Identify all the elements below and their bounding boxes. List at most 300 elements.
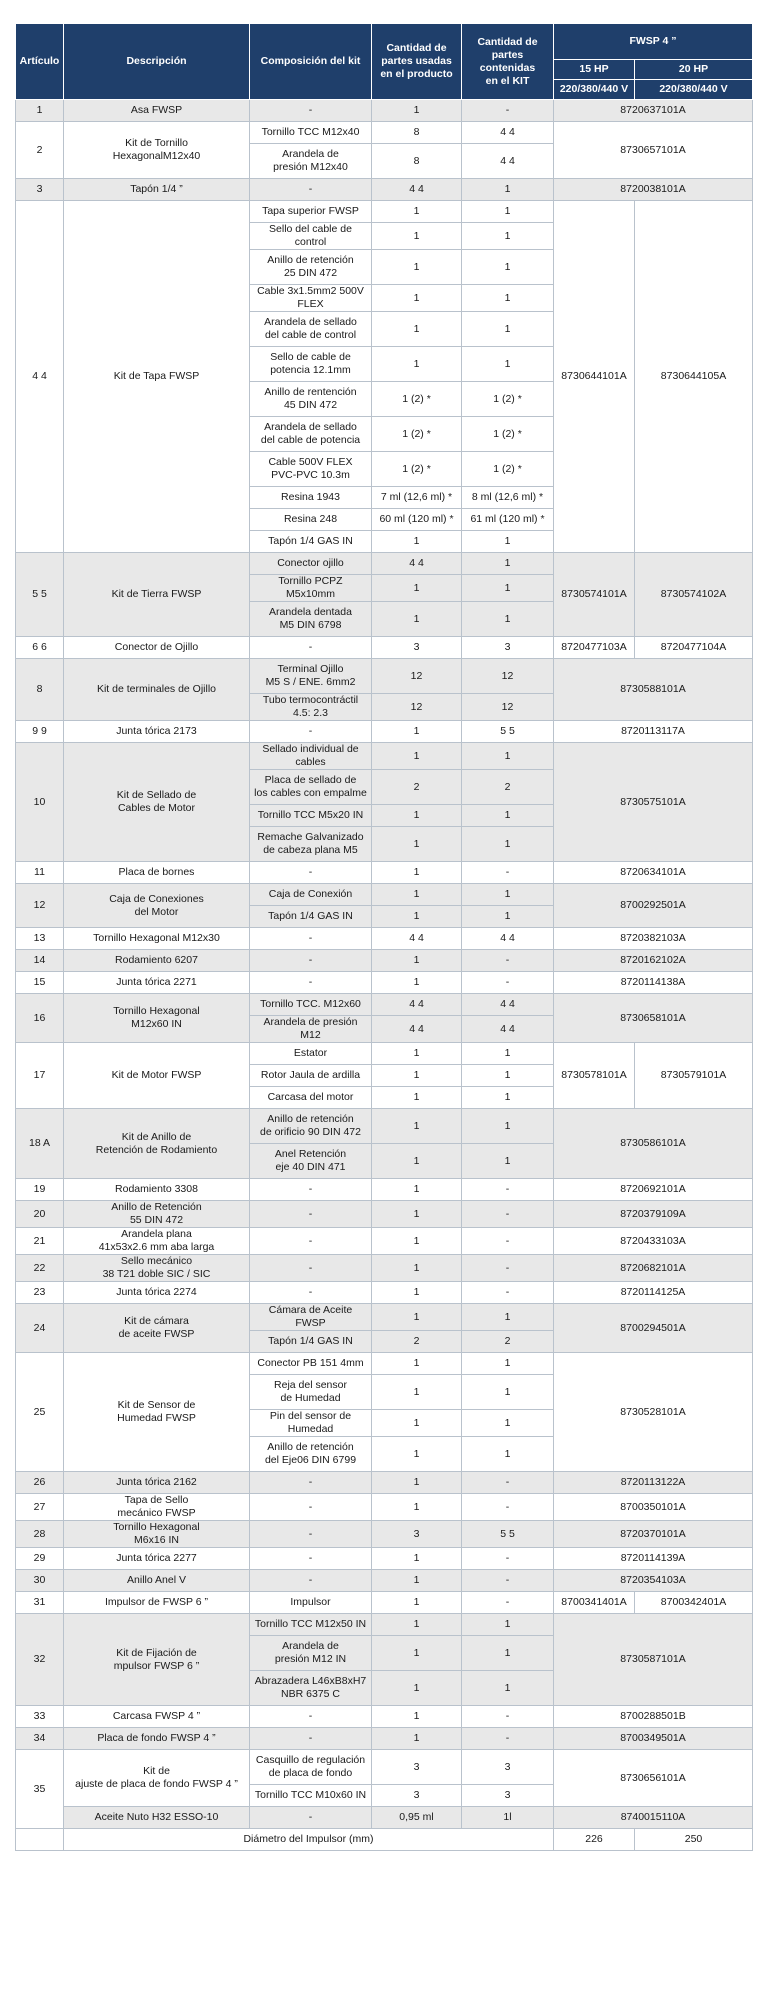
cantidad-usadas-cell: 7 ml (12,6 ml) * xyxy=(372,487,462,509)
cantidad-usadas-cell: 1 xyxy=(372,1706,462,1728)
cantidad-usadas-cell: 1 xyxy=(372,1437,462,1472)
code-cell: 8730528101A xyxy=(554,1353,753,1472)
cantidad-usadas-cell: 3 xyxy=(372,1785,462,1807)
cantidad-usadas-cell: 1 xyxy=(372,1255,462,1282)
cantidad-usadas-cell: 1 xyxy=(372,1410,462,1437)
articulo-cell: 5 5 xyxy=(16,553,64,637)
table-row xyxy=(16,1282,753,1304)
impulsor-diameter-20hp: 250 xyxy=(635,1829,753,1851)
articulo-cell: 15 xyxy=(16,972,64,994)
code-cell: 8730575101A xyxy=(554,743,753,862)
descripcion-cell: Kit de ajuste de placa de fondo FWSP 4 ” xyxy=(64,1750,250,1807)
parts-table-body xyxy=(16,100,753,1851)
cantidad-kit-cell: 1 (2) * xyxy=(462,417,554,452)
table-row xyxy=(16,862,753,884)
descripcion-cell: Aceite Nuto H32 ESSO-10 xyxy=(64,1807,250,1829)
composicion-cell: Tapa superior FWSP xyxy=(250,201,372,223)
cantidad-kit-cell: - xyxy=(462,1255,554,1282)
composicion-cell: Anillo de retención de orificio 90 DIN 472 xyxy=(250,1109,372,1144)
cantidad-kit-cell: 1 xyxy=(462,1087,554,1109)
cantidad-usadas-cell: 1 (2) * xyxy=(372,452,462,487)
composicion-cell: Cámara de Aceite FWSP xyxy=(250,1304,372,1331)
cantidad-usadas-cell: 4 4 xyxy=(372,994,462,1016)
impulsor-diameter-label: Diámetro del Impulsor (mm) xyxy=(64,1829,554,1851)
table-row xyxy=(16,994,753,1016)
cantidad-usadas-cell: 1 xyxy=(372,1065,462,1087)
composicion-cell: - xyxy=(250,950,372,972)
cantidad-usadas-cell: 60 ml (120 ml) * xyxy=(372,509,462,531)
table-row xyxy=(16,1570,753,1592)
cantidad-usadas-cell: 4 4 xyxy=(372,179,462,201)
code-cell: 8720038101A xyxy=(554,179,753,201)
table-row xyxy=(16,1706,753,1728)
composicion-cell: Anillo de rentención 45 DIN 472 xyxy=(250,382,372,417)
composicion-cell: - xyxy=(250,1494,372,1521)
descripcion-cell: Tornillo Hexagonal M6x16 IN xyxy=(64,1521,250,1548)
table-row xyxy=(16,1728,753,1750)
composicion-cell: - xyxy=(250,637,372,659)
cantidad-usadas-cell: 4 4 xyxy=(372,928,462,950)
code-cell: 8700294501A xyxy=(554,1304,753,1353)
cantidad-usadas-cell: 1 xyxy=(372,721,462,743)
cantidad-usadas-cell: 1 xyxy=(372,1179,462,1201)
cantidad-usadas-cell: 1 xyxy=(372,1087,462,1109)
cantidad-kit-cell: 61 ml (120 ml) * xyxy=(462,509,554,531)
cantidad-kit-cell: - xyxy=(462,1706,554,1728)
code-cell: 8720682101A xyxy=(554,1255,753,1282)
cantidad-usadas-cell: 1 xyxy=(372,285,462,312)
cantidad-usadas-cell: 1 xyxy=(372,1472,462,1494)
col-cantidad-usadas: Cantidad de partes usadas en el producto xyxy=(372,24,462,100)
cantidad-kit-cell: 1 xyxy=(462,805,554,827)
cantidad-usadas-cell: 1 xyxy=(372,1592,462,1614)
cantidad-kit-cell: 5 5 xyxy=(462,1521,554,1548)
cantidad-usadas-cell: 1 xyxy=(372,1494,462,1521)
col-15hp-voltage: 220/380/440 V xyxy=(554,80,635,100)
composicion-cell: Cable 3x1.5mm2 500V FLEX xyxy=(250,285,372,312)
descripcion-cell: Junta tórica 2162 xyxy=(64,1472,250,1494)
cantidad-usadas-cell: 1 xyxy=(372,100,462,122)
articulo-cell: 1 xyxy=(16,100,64,122)
table-row xyxy=(16,122,753,144)
descripcion-cell: Arandela plana 41x53x2.6 mm aba larga xyxy=(64,1228,250,1255)
cantidad-kit-cell: 2 xyxy=(462,770,554,805)
cantidad-kit-cell: 1 xyxy=(462,1636,554,1671)
cantidad-kit-cell: - xyxy=(462,950,554,972)
composicion-cell: Tornillo TCC M10x60 IN xyxy=(250,1785,372,1807)
table-row xyxy=(16,1179,753,1201)
cantidad-kit-cell: - xyxy=(462,972,554,994)
articulo-cell: 30 xyxy=(16,1570,64,1592)
table-row xyxy=(16,1807,753,1829)
composicion-cell: Carcasa del motor xyxy=(250,1087,372,1109)
composicion-cell: Placa de sellado de los cables con empalme xyxy=(250,770,372,805)
cantidad-usadas-cell: 1 (2) * xyxy=(372,417,462,452)
cantidad-kit-cell: - xyxy=(462,1548,554,1570)
composicion-cell: Anel Retención eje 40 DIN 471 xyxy=(250,1144,372,1179)
cantidad-usadas-cell: 1 xyxy=(372,862,462,884)
composicion-cell: - xyxy=(250,1706,372,1728)
table-row xyxy=(16,950,753,972)
composicion-cell: Remache Galvanizado de cabeza plana M5 xyxy=(250,827,372,862)
cantidad-usadas-cell: 1 (2) * xyxy=(372,382,462,417)
code-cell: 8700292501A xyxy=(554,884,753,928)
code-cell: 8720637101A xyxy=(554,100,753,122)
composicion-cell: - xyxy=(250,100,372,122)
table-row xyxy=(16,1043,753,1065)
composicion-cell: Tapón 1/4 GAS IN xyxy=(250,906,372,928)
cantidad-usadas-cell: 1 xyxy=(372,575,462,602)
col-fwsp: FWSP 4 ” xyxy=(554,24,753,60)
articulo-cell: 13 xyxy=(16,928,64,950)
code-cell: 8700350101A xyxy=(554,1494,753,1521)
cantidad-kit-cell: - xyxy=(462,1472,554,1494)
articulo-cell: 33 xyxy=(16,1706,64,1728)
cantidad-kit-cell: 12 xyxy=(462,659,554,694)
articulo-cell: 11 xyxy=(16,862,64,884)
descripcion-cell: Placa de fondo FWSP 4 ” xyxy=(64,1728,250,1750)
descripcion-cell: Kit de Tierra FWSP xyxy=(64,553,250,637)
cantidad-kit-cell: 1 xyxy=(462,743,554,770)
cantidad-kit-cell: - xyxy=(462,1179,554,1201)
cantidad-kit-cell: 1 xyxy=(462,223,554,250)
table-row xyxy=(16,553,753,575)
descripcion-cell: Kit de Tapa FWSP xyxy=(64,201,250,553)
cantidad-usadas-cell: 2 xyxy=(372,1331,462,1353)
cantidad-usadas-cell: 1 xyxy=(372,1570,462,1592)
cantidad-usadas-cell: 1 xyxy=(372,906,462,928)
composicion-cell: Sellado individual de cables xyxy=(250,743,372,770)
composicion-cell: - xyxy=(250,1201,372,1228)
cantidad-usadas-cell: 1 xyxy=(372,250,462,285)
cantidad-usadas-cell: 1 xyxy=(372,743,462,770)
composicion-cell: - xyxy=(250,1807,372,1829)
cantidad-kit-cell: 8 ml (12,6 ml) * xyxy=(462,487,554,509)
composicion-cell: Impulsor xyxy=(250,1592,372,1614)
cantidad-kit-cell: 1 xyxy=(462,1353,554,1375)
cantidad-kit-cell: 4 4 xyxy=(462,1016,554,1043)
composicion-cell: - xyxy=(250,972,372,994)
code-15hp-cell: 8700341401A xyxy=(554,1592,635,1614)
cantidad-usadas-cell: 1 xyxy=(372,602,462,637)
cantidad-kit-cell: 5 5 xyxy=(462,721,554,743)
cantidad-kit-cell: 1 xyxy=(462,906,554,928)
descripcion-cell: Tornillo Hexagonal M12x60 IN xyxy=(64,994,250,1043)
cantidad-usadas-cell: 1 xyxy=(372,1636,462,1671)
cantidad-kit-cell: 4 4 xyxy=(462,144,554,179)
composicion-cell: Arandela de sellado del cable de potencia xyxy=(250,417,372,452)
table-row xyxy=(16,1201,753,1228)
cantidad-usadas-cell: 8 xyxy=(372,122,462,144)
articulo-cell: 2 xyxy=(16,122,64,179)
cantidad-usadas-cell: 1 xyxy=(372,1614,462,1636)
code-cell: 8720354103A xyxy=(554,1570,753,1592)
code-20hp-cell: 8730579101A xyxy=(635,1043,753,1109)
descripcion-cell: Rodamiento 3308 xyxy=(64,1179,250,1201)
descripcion-cell: Conector de Ojillo xyxy=(64,637,250,659)
col-20hp: 20 HP xyxy=(635,60,753,80)
cantidad-usadas-cell: 2 xyxy=(372,770,462,805)
descripcion-cell: Caja de Conexiones del Motor xyxy=(64,884,250,928)
descripcion-cell: Kit de Sellado de Cables de Motor xyxy=(64,743,250,862)
composicion-cell: Casquillo de regulación de placa de fondo xyxy=(250,1750,372,1785)
code-cell: 8720692101A xyxy=(554,1179,753,1201)
cantidad-kit-cell: 1 xyxy=(462,250,554,285)
composicion-cell: Tornillo TCC M5x20 IN xyxy=(250,805,372,827)
col-20hp-voltage: 220/380/440 V xyxy=(635,80,753,100)
cantidad-usadas-cell: 1 xyxy=(372,805,462,827)
cantidad-usadas-cell: 1 xyxy=(372,827,462,862)
cantidad-kit-cell: 4 4 xyxy=(462,122,554,144)
cantidad-usadas-cell: 1 xyxy=(372,1201,462,1228)
table-row xyxy=(16,884,753,906)
cantidad-kit-cell: - xyxy=(462,100,554,122)
cantidad-usadas-cell: 12 xyxy=(372,659,462,694)
table-row xyxy=(16,637,753,659)
composicion-cell: Tapón 1/4 GAS IN xyxy=(250,1331,372,1353)
table-row xyxy=(16,1614,753,1636)
composicion-cell: Cable 500V FLEX PVC-PVC 10.3m xyxy=(250,452,372,487)
code-20hp-cell: 8730644105A xyxy=(635,201,753,553)
code-cell: 8720114125A xyxy=(554,1282,753,1304)
composicion-cell: - xyxy=(250,1228,372,1255)
articulo-cell: 20 xyxy=(16,1201,64,1228)
cantidad-kit-cell: 1l xyxy=(462,1807,554,1829)
composicion-cell: Tornillo TCC M12x50 IN xyxy=(250,1614,372,1636)
code-cell: 8730586101A xyxy=(554,1109,753,1179)
articulo-cell: 31 xyxy=(16,1592,64,1614)
cantidad-kit-cell: 1 xyxy=(462,531,554,553)
col-cantidad-kit: Cantidad de partes contenidas en el KIT xyxy=(462,24,554,100)
cantidad-usadas-cell: 1 xyxy=(372,312,462,347)
descripcion-cell: Tornillo Hexagonal M12x30 xyxy=(64,928,250,950)
cantidad-kit-cell: 1 xyxy=(462,1304,554,1331)
descripcion-cell: Rodamiento 6207 xyxy=(64,950,250,972)
composicion-cell: Anillo de retención 25 DIN 472 xyxy=(250,250,372,285)
articulo-cell: 18 A xyxy=(16,1109,64,1179)
cantidad-kit-cell: 3 xyxy=(462,1750,554,1785)
cantidad-kit-cell: 3 xyxy=(462,1785,554,1807)
cantidad-kit-cell: 1 xyxy=(462,1375,554,1410)
code-cell: 8730657101A xyxy=(554,122,753,179)
cantidad-usadas-cell: 1 xyxy=(372,1282,462,1304)
table-row xyxy=(16,201,753,223)
cantidad-kit-cell: 1 xyxy=(462,347,554,382)
composicion-cell: Conector PB 151 4mm xyxy=(250,1353,372,1375)
articulo-cell: 16 xyxy=(16,994,64,1043)
cantidad-kit-cell: 1 xyxy=(462,1043,554,1065)
table-row xyxy=(16,1109,753,1144)
articulo-cell: 17 xyxy=(16,1043,64,1109)
articulo-cell: 29 xyxy=(16,1548,64,1570)
articulo-cell: 14 xyxy=(16,950,64,972)
composicion-cell: - xyxy=(250,721,372,743)
table-row xyxy=(16,1521,753,1548)
composicion-cell: Tapón 1/4 GAS IN xyxy=(250,531,372,553)
code-cell: 8730656101A xyxy=(554,1750,753,1807)
footer-row xyxy=(16,1829,753,1851)
code-cell: 8730587101A xyxy=(554,1614,753,1706)
composicion-cell: Anillo de retención del Eje06 DIN 6799 xyxy=(250,1437,372,1472)
articulo-cell: 3 xyxy=(16,179,64,201)
table-row xyxy=(16,928,753,950)
code-cell: 8720433103A xyxy=(554,1228,753,1255)
code-15hp-cell: 8730578101A xyxy=(554,1043,635,1109)
cantidad-kit-cell: 1 xyxy=(462,312,554,347)
composicion-cell: - xyxy=(250,1570,372,1592)
code-cell: 8720370101A xyxy=(554,1521,753,1548)
descripcion-cell: Tapón 1/4 ” xyxy=(64,179,250,201)
descripcion-cell: Junta tórica 2274 xyxy=(64,1282,250,1304)
composicion-cell: Rotor Jaula de ardilla xyxy=(250,1065,372,1087)
cantidad-usadas-cell: 4 4 xyxy=(372,553,462,575)
code-cell: 8720114138A xyxy=(554,972,753,994)
composicion-cell: - xyxy=(250,1179,372,1201)
cantidad-usadas-cell: 1 xyxy=(372,972,462,994)
code-15hp-cell: 8730644101A xyxy=(554,201,635,553)
composicion-cell: Sello de cable de potencia 12.1mm xyxy=(250,347,372,382)
articulo-cell: 12 xyxy=(16,884,64,928)
composicion-cell: - xyxy=(250,1282,372,1304)
articulo-cell: 22 xyxy=(16,1255,64,1282)
code-20hp-cell: 8700342401A xyxy=(635,1592,753,1614)
composicion-cell: Arandela dentada M5 DIN 6798 xyxy=(250,602,372,637)
cantidad-kit-cell: 1 xyxy=(462,827,554,862)
cantidad-usadas-cell: 1 xyxy=(372,531,462,553)
cantidad-usadas-cell: 1 xyxy=(372,1109,462,1144)
composicion-cell: - xyxy=(250,179,372,201)
cantidad-kit-cell: - xyxy=(462,1592,554,1614)
cantidad-kit-cell: 4 4 xyxy=(462,994,554,1016)
cantidad-kit-cell: - xyxy=(462,1570,554,1592)
cantidad-kit-cell: 1 xyxy=(462,553,554,575)
cantidad-usadas-cell: 3 xyxy=(372,1750,462,1785)
cantidad-kit-cell: 4 4 xyxy=(462,928,554,950)
composicion-cell: Caja de Conexión xyxy=(250,884,372,906)
articulo-cell: 26 xyxy=(16,1472,64,1494)
composicion-cell: Tornillo TCC. M12x60 xyxy=(250,994,372,1016)
code-cell: 8720379109A xyxy=(554,1201,753,1228)
cantidad-kit-cell: 1 (2) * xyxy=(462,382,554,417)
table-row xyxy=(16,1472,753,1494)
composicion-cell: Resina 1943 xyxy=(250,487,372,509)
articulo-cell: 6 6 xyxy=(16,637,64,659)
col-composicion: Composición del kit xyxy=(250,24,372,100)
articulo-cell: 10 xyxy=(16,743,64,862)
composicion-cell: - xyxy=(250,1548,372,1570)
articulo-cell: 27 xyxy=(16,1494,64,1521)
composicion-cell: Conector ojillo xyxy=(250,553,372,575)
cantidad-kit-cell: 12 xyxy=(462,694,554,721)
cantidad-usadas-cell: 1 xyxy=(372,1304,462,1331)
footer-blank xyxy=(16,1829,64,1851)
impulsor-diameter-15hp: 226 xyxy=(554,1829,635,1851)
col-15hp: 15 HP xyxy=(554,60,635,80)
articulo-cell: 9 9 xyxy=(16,721,64,743)
code-cell: 8740015110A xyxy=(554,1807,753,1829)
composicion-cell: Sello del cable de control xyxy=(250,223,372,250)
code-cell: 8720114139A xyxy=(554,1548,753,1570)
cantidad-kit-cell: - xyxy=(462,1728,554,1750)
descripcion-cell: Junta tórica 2173 xyxy=(64,721,250,743)
composicion-cell: Pin del sensor de Humedad xyxy=(250,1410,372,1437)
table-row xyxy=(16,659,753,694)
code-cell: 8720162102A xyxy=(554,950,753,972)
composicion-cell: Reja del sensor de Humedad xyxy=(250,1375,372,1410)
cantidad-kit-cell: - xyxy=(462,1228,554,1255)
composicion-cell: - xyxy=(250,1521,372,1548)
cantidad-kit-cell: - xyxy=(462,1282,554,1304)
cantidad-kit-cell: 1 xyxy=(462,1671,554,1706)
code-20hp-cell: 8720477104A xyxy=(635,637,753,659)
composicion-cell: Resina 248 xyxy=(250,509,372,531)
articulo-cell: 25 xyxy=(16,1353,64,1472)
cantidad-usadas-cell: 12 xyxy=(372,694,462,721)
descripcion-cell: Kit de Anillo de Retención de Rodamiento xyxy=(64,1109,250,1179)
composicion-cell: Terminal Ojillo M5 S / ENE. 6mm2 xyxy=(250,659,372,694)
cantidad-kit-cell: - xyxy=(462,1201,554,1228)
code-cell: 8700288501B xyxy=(554,1706,753,1728)
composicion-cell: - xyxy=(250,1255,372,1282)
cantidad-kit-cell: 1 xyxy=(462,285,554,312)
cantidad-usadas-cell: 1 xyxy=(372,1043,462,1065)
cantidad-usadas-cell: 1 xyxy=(372,347,462,382)
cantidad-kit-cell: 1 xyxy=(462,1410,554,1437)
code-15hp-cell: 8720477103A xyxy=(554,637,635,659)
cantidad-usadas-cell: 1 xyxy=(372,1548,462,1570)
composicion-cell: Tornillo PCPZ M5x10mm xyxy=(250,575,372,602)
cantidad-usadas-cell: 1 xyxy=(372,1144,462,1179)
cantidad-usadas-cell: 8 xyxy=(372,144,462,179)
cantidad-usadas-cell: 4 4 xyxy=(372,1016,462,1043)
cantidad-usadas-cell: 1 xyxy=(372,201,462,223)
code-cell: 8730588101A xyxy=(554,659,753,721)
articulo-cell: 32 xyxy=(16,1614,64,1706)
table-row xyxy=(16,1592,753,1614)
table-row xyxy=(16,972,753,994)
cantidad-kit-cell: 1 xyxy=(462,602,554,637)
table-row xyxy=(16,1494,753,1521)
col-descripcion: Descripción xyxy=(64,24,250,100)
descripcion-cell: Asa FWSP xyxy=(64,100,250,122)
cantidad-usadas-cell: 1 xyxy=(372,223,462,250)
descripcion-cell: Kit de Tornillo HexagonalM12x40 xyxy=(64,122,250,179)
cantidad-kit-cell: - xyxy=(462,1494,554,1521)
table-row xyxy=(16,1255,753,1282)
cantidad-usadas-cell: 1 xyxy=(372,950,462,972)
composicion-cell: Estator xyxy=(250,1043,372,1065)
descripcion-cell: Junta tórica 2277 xyxy=(64,1548,250,1570)
cantidad-kit-cell: 3 xyxy=(462,637,554,659)
table-row xyxy=(16,1304,753,1331)
cantidad-usadas-cell: 3 xyxy=(372,637,462,659)
cantidad-usadas-cell: 1 xyxy=(372,1671,462,1706)
articulo-cell: 4 4 xyxy=(16,201,64,553)
cantidad-usadas-cell: 1 xyxy=(372,1375,462,1410)
composicion-cell: Abrazadera L46xB8xH7 NBR 6375 C xyxy=(250,1671,372,1706)
cantidad-usadas-cell: 1 xyxy=(372,1228,462,1255)
descripcion-cell: Junta tórica 2271 xyxy=(64,972,250,994)
descripcion-cell: Kit de Fijación de mpulsor FWSP 6 ” xyxy=(64,1614,250,1706)
table-row xyxy=(16,743,753,770)
articulo-cell: 23 xyxy=(16,1282,64,1304)
cantidad-kit-cell: 1 xyxy=(462,575,554,602)
composicion-cell: - xyxy=(250,928,372,950)
code-cell: 8720113117A xyxy=(554,721,753,743)
cantidad-kit-cell: 1 (2) * xyxy=(462,452,554,487)
table-row xyxy=(16,179,753,201)
composicion-cell: Tornillo TCC M12x40 xyxy=(250,122,372,144)
